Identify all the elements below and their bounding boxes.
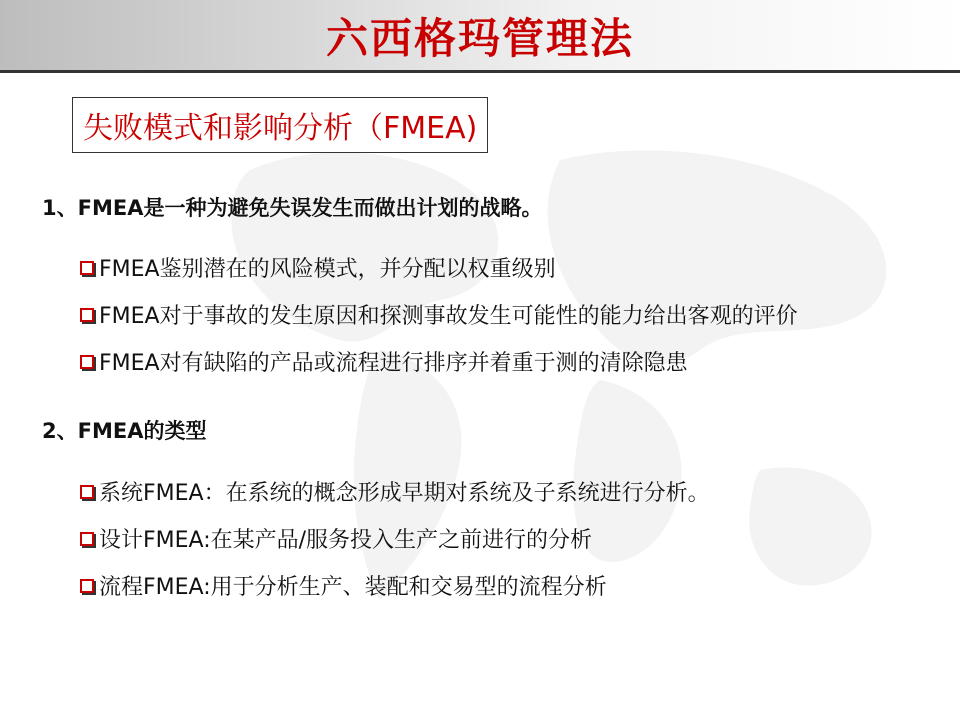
list-item bbox=[80, 299, 798, 330]
checkbox-bullet-icon bbox=[80, 355, 94, 369]
list-item bbox=[80, 346, 688, 377]
section-2-heading: 2、FMEA的类型 bbox=[42, 419, 207, 443]
checkbox-bullet-icon bbox=[80, 308, 94, 322]
list-item-text: 设计FMEA:在某产品/服务投入生产之前进行的分析 bbox=[99, 528, 593, 553]
page-title: 六西格玛管理法 bbox=[325, 14, 634, 63]
list-item-text: FMEA鉴别潜在的风险模式，并分配以权重级别 bbox=[99, 257, 556, 282]
subtitle-text: 失败模式和影响分析（FMEA) bbox=[83, 111, 478, 146]
checkbox-bullet-icon bbox=[80, 261, 94, 275]
section-1-heading: 1、FMEA是一种为避免失误发生而做出计划的战略。 bbox=[42, 196, 543, 220]
list-item-text: 系统FMEA：在系统的概念形成早期对系统及子系统进行分析。 bbox=[99, 481, 710, 506]
subtitle-box bbox=[72, 97, 488, 153]
header-divider bbox=[0, 70, 960, 73]
checkbox-bullet-icon bbox=[80, 485, 94, 499]
list-item bbox=[80, 570, 607, 601]
list-item bbox=[80, 476, 710, 507]
checkbox-bullet-icon bbox=[80, 579, 94, 593]
list-item-text: 流程FMEA:用于分析生产、装配和交易型的流程分析 bbox=[99, 575, 607, 600]
list-item bbox=[80, 523, 592, 554]
list-item bbox=[80, 252, 556, 283]
list-item-text: FMEA对于事故的发生原因和探测事故发生可能性的能力给出客观的评价 bbox=[99, 304, 798, 329]
list-item-text: FMEA对有缺陷的产品或流程进行排序并着重于测的清除隐患 bbox=[99, 351, 688, 376]
checkbox-bullet-icon bbox=[80, 532, 94, 546]
